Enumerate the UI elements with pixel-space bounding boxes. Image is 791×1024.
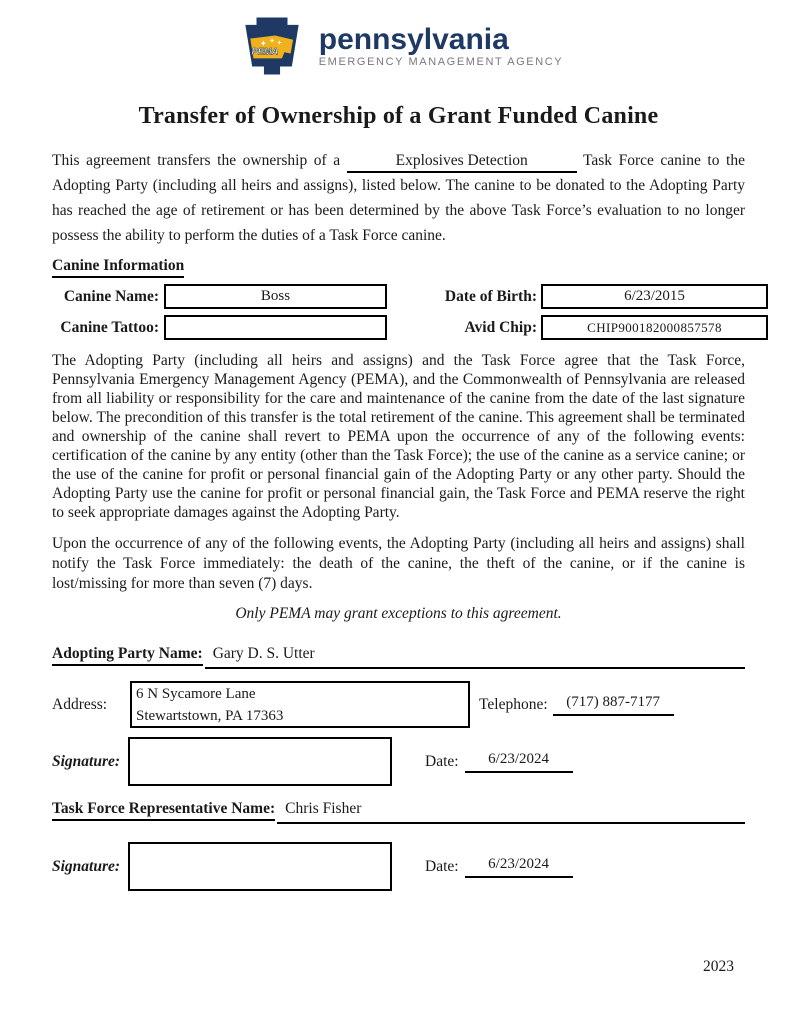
adopting-party-signature-field[interactable] xyxy=(128,737,392,786)
date-of-birth-field[interactable]: 6/23/2015 xyxy=(541,284,768,309)
canine-information-heading: Canine Information xyxy=(52,257,745,278)
pema-logo xyxy=(52,15,745,77)
avid-chip-field[interactable]: CHIP900182000857578 xyxy=(541,315,768,340)
canine-info-row-2 xyxy=(52,315,745,340)
canine-tattoo-field[interactable] xyxy=(164,315,387,340)
adopting-party-signature-label: Signature: xyxy=(52,752,121,770)
task-force-date-label: Date: xyxy=(425,857,459,875)
intro-paragraph xyxy=(52,148,745,248)
exception-note: Only PEMA may grant exceptions to this agreement. xyxy=(235,605,562,622)
keystone-pema-text: PEMA xyxy=(251,46,279,57)
adopting-party-signature-row xyxy=(52,737,745,786)
canine-info-row-1 xyxy=(52,284,745,309)
page-title: Transfer of Ownership of a Grant Funded Canine xyxy=(138,103,659,129)
intro-text-after: Task Force canine to the Adopting Party (including all heirs and assigns), listed below. The canine to be donated to the Adopting Party has reached the age of retirement or has been determined by the above Task Force’s evaluation to no longer possess the ability to perform the duties of a Task Force canine. xyxy=(52,152,745,244)
avid-chip-label: Avid Chip: xyxy=(464,318,537,336)
pema-logo-wordmark xyxy=(318,22,564,68)
address-field[interactable] xyxy=(130,681,470,728)
task-force-name-label: Task Force Representative Name: xyxy=(52,800,275,821)
canine-type-field[interactable]: Explosives Detection xyxy=(347,151,577,173)
logo-org-name: pennsylvania xyxy=(318,22,509,56)
adopting-party-date-field[interactable]: 6/23/2024 xyxy=(465,751,573,773)
address-label: Address: xyxy=(52,695,108,713)
adopting-party-name-field[interactable]: Gary D. S. Utter xyxy=(205,645,745,669)
task-force-name-field[interactable]: Chris Fisher xyxy=(277,800,745,824)
notification-paragraph: Upon the occurrence of any of the following events, the Adopting Party (including all heirs and assigns) shall notify the Task Force immediately: the death of the canine, the theft of the canine, or if the canine is lost/missing for more than seven (7) days. xyxy=(52,535,745,592)
task-force-signature-field[interactable] xyxy=(128,842,392,891)
task-force-name-row xyxy=(52,800,745,824)
footer-year: 2023 xyxy=(703,958,734,975)
date-of-birth-label: Date of Birth: xyxy=(444,287,537,305)
canine-name-label: Canine Name: xyxy=(63,287,159,305)
terms-paragraph: The Adopting Party (including all heirs and assigns) and the Task Force agree that the Task Force, Pennsylvania Emergency Management Agency (PEMA), and the Commonwealth of Pennsylvania are released from all liability or responsibility for the care and maintenance of the canine from the date of the last signature below. The precondition of this transfer is the total retirement of the canine. This agreement shall be terminated and ownership of the canine shall revert to PEMA upon the occurrence of any of the following events: certification of the canine by any entity (other than the Task Force); the use of the canine as a service canine; or the use of the canine for profit or personal financial gain of the Adopting Party or any other party. Should the Adopting Party use the canine for profit or personal financial gain, the Task Force and PEMA reserve the right to seek appropriate damages against the Adopting Party. xyxy=(52,352,745,521)
address-line-2: Stewartstown, PA 17363 xyxy=(136,707,284,724)
telephone-label: Telephone: xyxy=(479,695,548,713)
adopting-party-name-label: Adopting Party Name: xyxy=(52,645,203,666)
task-force-signature-row xyxy=(52,842,745,891)
canine-name-field[interactable]: Boss xyxy=(164,284,387,309)
task-force-signature-label: Signature: xyxy=(52,857,121,875)
logo-agency-name: EMERGENCY MANAGEMENT AGENCY xyxy=(318,55,564,68)
pema-keystone-icon xyxy=(234,15,310,77)
adopting-party-date-label: Date: xyxy=(425,752,459,770)
adopting-party-name-row xyxy=(52,645,745,669)
document-content xyxy=(52,0,745,891)
canine-tattoo-label: Canine Tattoo: xyxy=(60,318,159,336)
intro-text-before: This agreement transfers the ownership of a xyxy=(52,152,341,169)
telephone-field[interactable]: (717) 887-7177 xyxy=(553,694,674,716)
address-line-1: 6 N Sycamore Lane xyxy=(136,685,256,702)
address-row xyxy=(52,681,745,728)
task-force-date-field[interactable]: 6/23/2024 xyxy=(465,856,573,878)
